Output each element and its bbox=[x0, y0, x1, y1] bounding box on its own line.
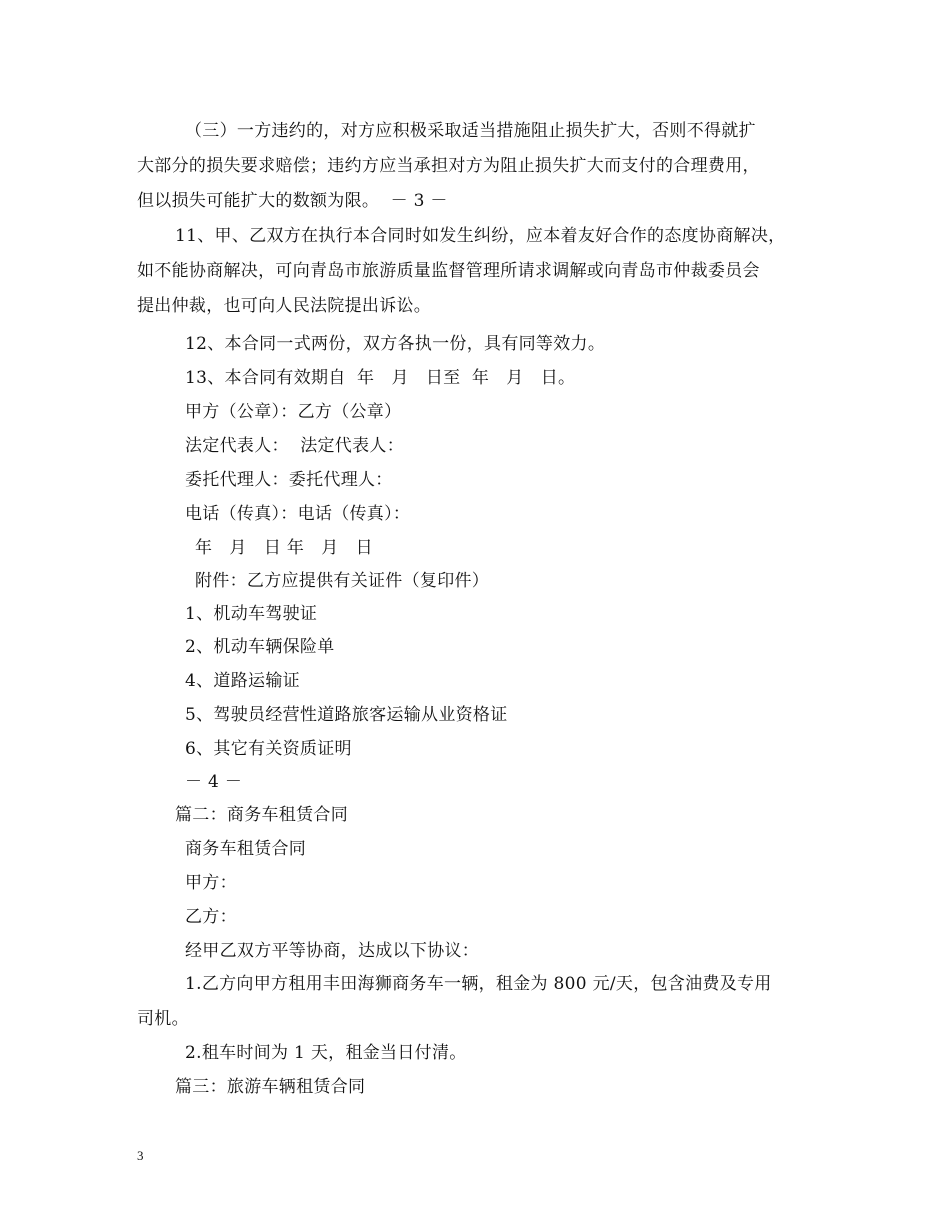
text-line: 13、本合同有效期自 年 月 日至 年 月 日。 bbox=[185, 368, 576, 388]
text-line: 大部分的损失要求赔偿；违约方应当承担对方为阻止损失扩大而支付的合理费用， bbox=[137, 156, 760, 176]
text-line: 司机。 bbox=[137, 1009, 189, 1029]
text-line: 电话（传真）：电话（传真）： bbox=[185, 504, 411, 524]
text-line: 乙方： bbox=[185, 907, 237, 927]
text-line: 6、其它有关资质证明 bbox=[185, 739, 352, 759]
text-line: 委托代理人：委托代理人： bbox=[185, 470, 393, 490]
text-line: 2.租车时间为 1 天，租金当日付清。 bbox=[185, 1043, 467, 1063]
page-number: 3 bbox=[137, 1148, 144, 1163]
text-line: 11、甲、乙双方在执行本合同时如发生纠纷，应本着友好合作的态度协商解决， bbox=[175, 226, 786, 246]
text-line: 商务车租赁合同 bbox=[185, 839, 307, 859]
text-line: 1、机动车驾驶证 bbox=[185, 604, 318, 624]
text-line: 4、道路运输证 bbox=[185, 671, 300, 691]
text-line: 附件：乙方应提供有关证件（复印件） bbox=[195, 571, 490, 591]
text-line: 5、驾驶员经营性道路旅客运输从业资格证 bbox=[185, 705, 508, 725]
text-line: 经甲乙双方平等协商，达成以下协议： bbox=[185, 941, 480, 961]
section-heading: 篇二：商务车租赁合同 bbox=[175, 805, 348, 825]
text-line: 但以损失可能扩大的数额为限。 － 3 － bbox=[137, 191, 448, 211]
text-line: 法定代表人： 法定代表人： bbox=[185, 436, 405, 456]
text-line: 12、本合同一式两份，双方各执一份，具有同等效力。 bbox=[185, 334, 606, 354]
text-line: 甲方（公章）：乙方（公章） bbox=[185, 402, 402, 422]
text-line: 甲方： bbox=[185, 873, 237, 893]
text-line: 2、机动车辆保险单 bbox=[185, 637, 335, 657]
text-line: 提出仲裁，也可向人民法院提出诉讼。 bbox=[137, 296, 432, 316]
text-line: 年 月 日 年 月 日 bbox=[195, 538, 373, 558]
text-line: 如不能协商解决，可向青岛市旅游质量监督管理所请求调解或向青岛市仲裁委员会 bbox=[137, 261, 760, 281]
text-line: （三）一方违约的，对方应积极采取适当措施阻止损失扩大，否则不得就扩 bbox=[185, 121, 756, 141]
text-line: 1.乙方向甲方租用丰田海狮商务车一辆，租金为 800 元/天，包含油费及专用 bbox=[185, 974, 772, 994]
text-line: － 4 － bbox=[185, 772, 243, 792]
section-heading: 篇三：旅游车辆租赁合同 bbox=[175, 1077, 366, 1097]
